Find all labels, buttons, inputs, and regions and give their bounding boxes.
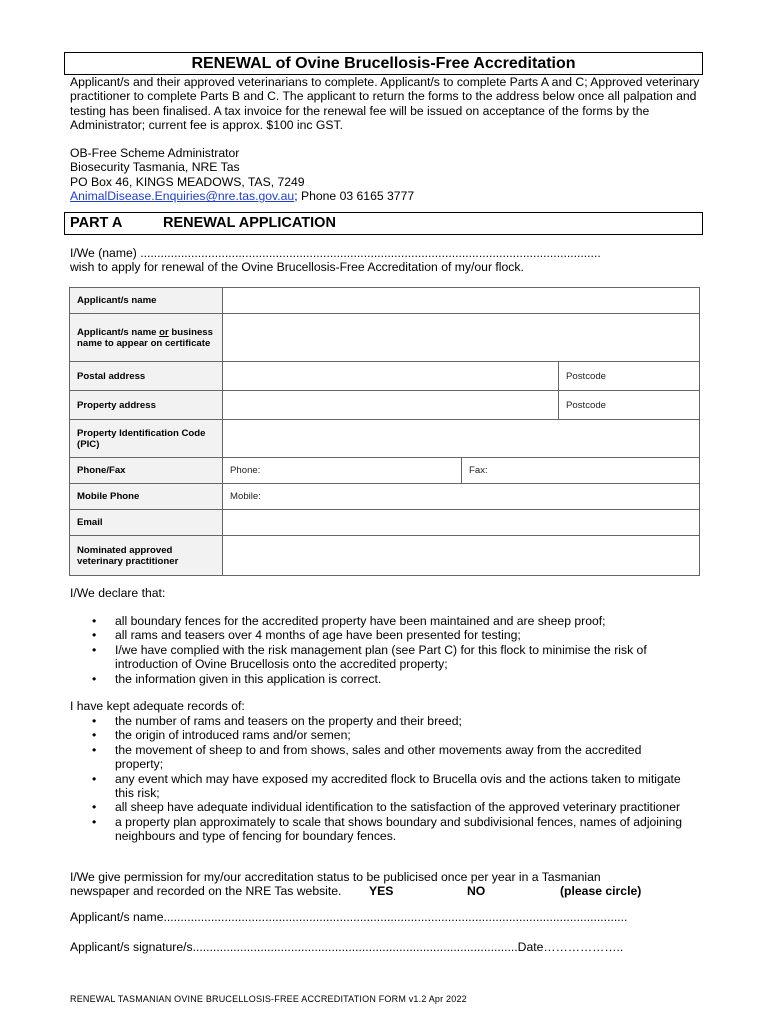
property-postcode-field[interactable]: Postcode — [559, 391, 700, 420]
address-line-3: PO Box 46, KINGS MEADOWS, TAS, 7249 — [70, 174, 305, 189]
address-block — [70, 146, 710, 204]
property-address-label: Property address — [70, 391, 223, 420]
phone-text: ; Phone 03 6165 3777 — [294, 189, 415, 204]
mobile-label: Mobile Phone — [70, 484, 223, 510]
table-row — [70, 458, 700, 484]
list-item: • any event which may have exposed my accredited flock to Brucella ovis and the actions taken to mitigate this risk; — [92, 772, 692, 801]
phone-field[interactable]: Phone: — [223, 458, 462, 484]
part-a-heading: RENEWAL APPLICATION — [163, 215, 336, 231]
permission-line-2-row — [70, 884, 710, 899]
list-item: • all boundary fences for the accredited property have been maintained and are sheep proof; — [92, 614, 692, 628]
cert-name-label-post: business name to appear on certificate — [77, 326, 213, 349]
pic-label: Property Identification Code (PIC) — [70, 420, 223, 458]
applicant-table — [69, 287, 700, 576]
table-row — [70, 391, 700, 420]
postal-address-field[interactable] — [223, 362, 559, 391]
address-line-2: Biosecurity Tasmania, NRE Tas — [70, 160, 240, 175]
property-address-field[interactable] — [223, 391, 559, 420]
contact-line — [70, 189, 710, 203]
permission-line-2: newspaper and recorded on the NRE Tas website. — [70, 884, 342, 899]
cert-name-field[interactable] — [223, 314, 700, 362]
part-a-header — [64, 212, 703, 235]
permission-line-1: I/We give permission for my/our accreditation status to be publicised once per year in a Tasmanian — [70, 870, 601, 884]
please-circle-note: (please circle) — [560, 884, 642, 899]
table-row — [70, 362, 700, 391]
list-item: • I/we have complied with the risk management plan (see Part C) for this flock to minimise the risk of introduction of Ovine Brucellosis onto the accredited property; — [92, 643, 692, 672]
cert-name-label-or: or — [159, 326, 169, 338]
table-row — [70, 536, 700, 576]
list-item: • the movement of sheep to and from shows, sales and other movements away from the accredited property; — [92, 743, 692, 772]
pic-field[interactable] — [223, 420, 700, 458]
list-item: • all sheep have adequate individual identification to the satisfaction of the approved veterinary practitioner — [92, 800, 692, 814]
table-row — [70, 288, 700, 314]
cert-name-label — [70, 314, 223, 362]
records-list — [92, 714, 692, 844]
mobile-field[interactable]: Mobile: — [223, 484, 700, 510]
email-link[interactable]: AnimalDisease.Enquiries@nre.tas.gov.au — [70, 189, 295, 204]
form-title: RENEWAL of Ovine Brucellosis-Free Accreditation — [64, 52, 703, 75]
email-label: Email — [70, 510, 223, 536]
wish-line: wish to apply for renewal of the Ovine Brucellosis-Free Accreditation of my/our flock. — [70, 260, 524, 275]
declare-list — [92, 614, 692, 686]
yes-option[interactable]: YES — [369, 884, 394, 899]
records-intro: I have kept adequate records of: — [70, 699, 245, 713]
applicant-name-field[interactable] — [223, 288, 700, 314]
phone-fax-label: Phone/Fax — [70, 458, 223, 484]
intro-paragraph: Applicant/s and their approved veterinarians to complete. Applicant/s to complete Parts A and C; Approved veterinary practitioner to complete Parts B and C. The applicant to return the forms to the address below once all palpation and testing has been finalised. A tax invoice for the renewal fee will be issued on acceptance of the forms by the Administrator; current fee is approx. $100 inc GST. — [70, 75, 700, 133]
applicant-name-label: Applicant/s name — [70, 288, 223, 314]
part-a-label: PART A — [70, 215, 123, 231]
cert-name-label-pre: Applicant/s name — [77, 326, 160, 338]
list-item: • all rams and teasers over 4 months of age have been presented for testing; — [92, 628, 692, 642]
no-option[interactable]: NO — [467, 884, 486, 899]
email-field[interactable] — [223, 510, 700, 536]
address-line-1: OB-Free Scheme Administrator — [70, 146, 240, 160]
vet-label: Nominated approved veterinary practitioner — [70, 536, 223, 576]
table-row — [70, 510, 700, 536]
name-block — [70, 246, 710, 275]
table-row — [70, 314, 700, 362]
permission-block — [70, 870, 710, 899]
applicant-name-sign-line[interactable]: Applicant/s name......................................................................................................................................... — [70, 910, 628, 924]
list-item: • a property plan approximately to scale that shows boundary and subdivisional fences, names of adjoining neighbours and type of fencing for boundary fences. — [92, 815, 692, 844]
fax-field[interactable]: Fax: — [462, 458, 700, 484]
name-line[interactable]: I/We (name) ........................................................................................................................................ — [70, 246, 601, 260]
table-row — [70, 484, 700, 510]
list-item: • the information given in this application is correct. — [92, 672, 692, 686]
form-footer: RENEWAL TASMANIAN OVINE BRUCELLOSIS-FREE ACCREDITATION FORM v1.2 Apr 2022 — [70, 994, 467, 1004]
list-item: • the number of rams and teasers on the property and their breed; — [92, 714, 692, 728]
postal-postcode-field[interactable]: Postcode — [559, 362, 700, 391]
table-row — [70, 420, 700, 458]
declare-intro: I/We declare that: — [70, 586, 166, 600]
postal-address-label: Postal address — [70, 362, 223, 391]
signature-date-line[interactable]: Applicant/s signature/s................................................................................................Date……………….. — [70, 940, 624, 954]
vet-field[interactable] — [223, 536, 700, 576]
list-item: • the origin of introduced rams and/or semen; — [92, 728, 692, 742]
